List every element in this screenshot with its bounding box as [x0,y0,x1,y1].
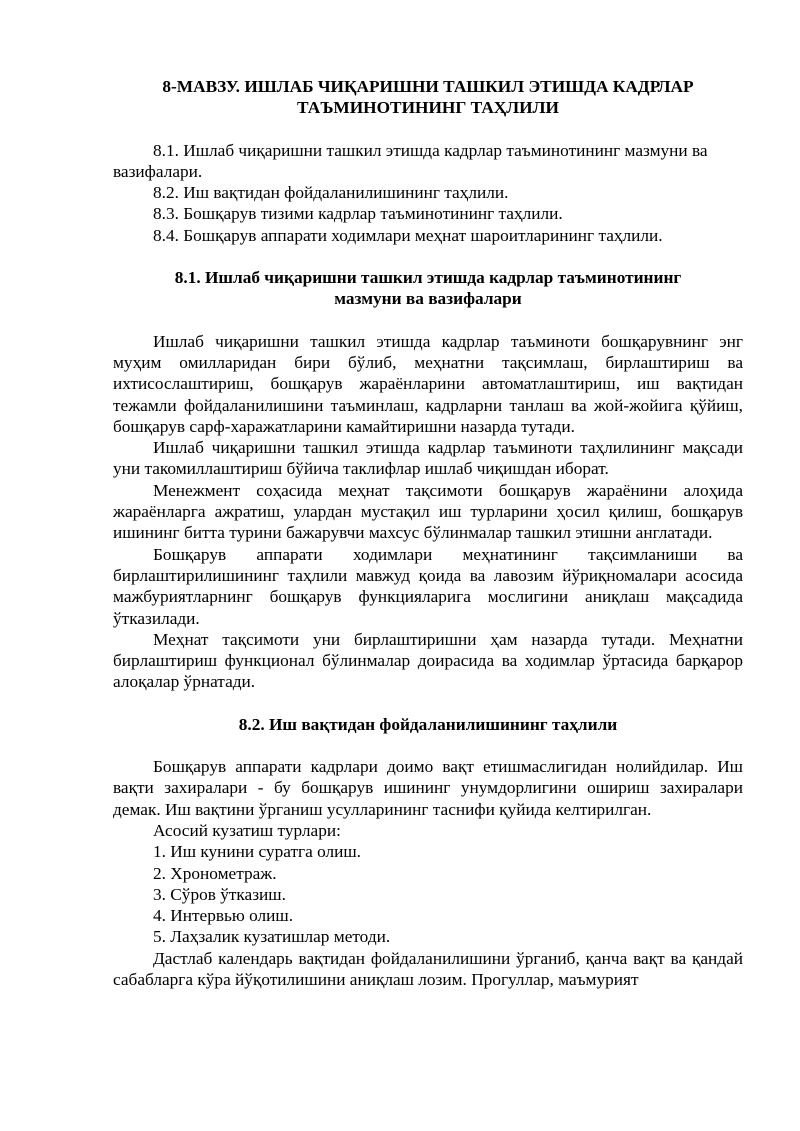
title-line-2: ТАЪМИНОТИНИНГ ТАҲЛИЛИ [297,98,559,118]
paragraph: Меҳнат тақсимоти уни бирлаштиришни ҳам назарда тутади. Меҳнатни бирлаштириш функционал бўлинмалар доирасида ва ходимлар ўртасида барқарор алоқалар ўрнатади. [113,629,743,692]
toc-item: 8.3. Бошқарув тизими кадрлар таъминотининг таҳлили. [153,204,563,224]
paragraph: Бошқарув аппарати кадрлари доимо вақт етишмаслигидан нолийдилар. Иш вақти захиралари - бу бошқарув ишининг унумдорлигини ошириш захиралари демак. Иш вақтини ўрганиш усулларининг таснифи қуйида келтирилган. [113,757,743,819]
section-heading-8-2 [113,714,743,735]
observation-types-list [113,820,743,948]
paragraph: Менежмент соҳасида меҳнат тақсимоти бошқарув жараёнини алоҳида жараёнларга ажратиш, улардан мустақил иш турларини ҳосил қилиш, бошқарув ишининг битта турини бажарувчи махсус бўлинмалар ташкил этишни англатади. [113,480,743,543]
toc-item: 8.2. Иш вақтидан фойдаланилишининг таҳлили. [153,183,509,203]
paragraph: Ишлаб чиқаришни ташкил этишда кадрлар таъминоти таҳлилининг мақсади уни такомиллаштириш бўйича таклифлар ишлаб чиқишдан иборат. [113,438,743,479]
section-body-8-2 [113,756,743,990]
list-item: 4. Интервью олиш. [153,906,294,926]
table-of-contents [113,140,743,246]
heading-line-2: мазмуни ва вазифалари [334,289,522,309]
list-intro: Асосий кузатиш турлари: [153,820,341,840]
paragraph: Бошқарув аппарати ходимлари меҳнатининг тақсимланиши ва бирлаштирилишининг таҳлили мавжуд қоида ва лавозим йўриқномалари асосида мажбуриятларнинг бошқарув функцияларига мослигини аниқлаш мақсадида ўтказилади. [113,544,743,628]
heading-line-1: 8.2. Иш вақтидан фойдаланилишининг таҳлили [238,714,618,734]
section-body-8-1 [113,331,743,693]
list-item: 3. Сўров ўтказиш. [153,884,286,904]
list-item: 2. Хронометраж. [153,863,277,883]
toc-item: 8.1. Ишлаб чиқаришни ташкил этишда кадрлар таъминотининг мазмуни ва вазифалари. [113,140,708,181]
document-title [113,76,743,119]
heading-line-1: 8.1. Ишлаб чиқаришни ташкил этишда кадрлар таъминотининг [174,268,682,288]
paragraph: Дастлаб календарь вақтидан фойдаланилишини ўрганиб, қанча вақт ва қандай сабабларга кўра йўқотилишини аниқлаш лозим. Прогуллар, маъмурият [113,948,743,989]
document-page [113,76,743,990]
paragraph: Ишлаб чиқаришни ташкил этишда кадрлар таъминоти бошқарувнинг энг муҳим омилларидан бири бўлиб, меҳнатни тақсимлаш, бирлаштириш ва ихтисослаштириш, бошқарув жараёнларини автоматлаштириш, иш вақтидан тежамли фойдаланилишини таъминлаш, кадрларни танлаш ва жой-жойига қўйиш, бошқарув сарф-харажатларини камайтиришни назарда тутади. [113,331,743,436]
list-item: 5. Лаҳзалик кузатишлар методи. [153,927,391,947]
toc-item: 8.4. Бошқарув аппарати ходимлари меҳнат шароитларининг таҳлили. [153,225,663,245]
section-heading-8-1 [113,267,743,310]
title-line-1: 8-МАВЗУ. ИШЛАБ ЧИҚАРИШНИ ТАШКИЛ ЭТИШДА КАДРЛАР [162,77,694,96]
list-item: 1. Иш кунини суратга олиш. [153,842,361,862]
